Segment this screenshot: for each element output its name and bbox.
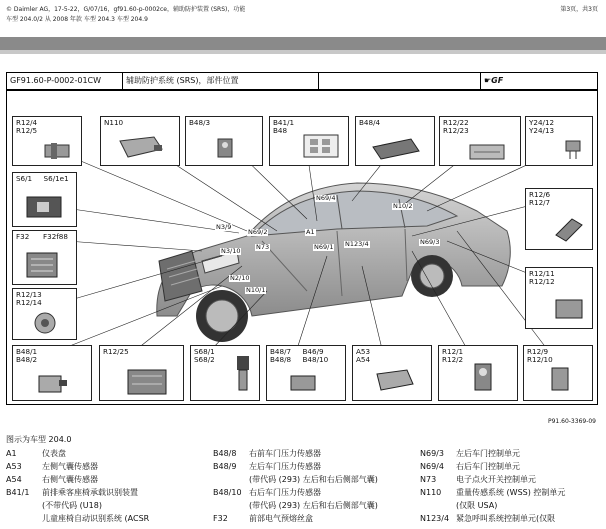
legend-heading: 图示为车型 204.0 — [6, 435, 72, 444]
legend-item: B41/1 前排乘客座椅承载识别装置 — [6, 488, 138, 497]
doc-code: GF91.60-P-0002-01CW — [7, 73, 123, 89]
component-f32: F32 F32f88 — [12, 230, 77, 285]
page-number: 第3页，共3页 — [560, 6, 598, 13]
legend-item: N69/3 左后车门控制单元 — [420, 449, 520, 458]
side-crash-sensor-icon — [373, 368, 417, 396]
component-b48-3: B48/3 — [185, 116, 263, 166]
seatbelt-tensioner-icon — [43, 141, 73, 161]
side-airbag-icon — [552, 296, 588, 324]
callout-n2-10: N2/10 — [230, 274, 250, 282]
callout-n3-10: N3/10 — [221, 247, 241, 255]
component-y24-12: Y24/12 Y24/13 — [525, 116, 593, 166]
switch-panel-icon — [25, 193, 65, 221]
legend-item: F32 前部电气预熔丝盒 — [213, 514, 313, 523]
component-n110: N110 — [100, 116, 180, 166]
callout-n10-2: N10/2 — [393, 202, 413, 210]
legend-item: A1 仪表盘 — [6, 449, 66, 458]
component-s68-1: S68/1 S68/2 — [190, 345, 260, 401]
legend-column-3 — [420, 447, 600, 525]
legend-item: 儿童座椅自动识别系统 (ACSR — [42, 514, 150, 523]
legend-item: B48/9 左后车门压力传感器 — [213, 462, 321, 471]
component-r12-11: R12/11 R12/12 — [525, 267, 593, 329]
knee-airbag-icon — [126, 366, 170, 398]
sensor-icon — [214, 135, 238, 161]
airbag-module-icon — [468, 141, 508, 163]
component-b48-7: B48/7 B46/9 B48/8 B48/10 — [266, 345, 346, 401]
component-s6-1: S6/1 S6/1e1 — [12, 172, 77, 227]
legend-item: N69/4 右后车门控制单元 — [420, 462, 520, 471]
gf-logo: ☛GF — [484, 76, 504, 85]
component-r12-9: R12/9 R12/10 — [523, 345, 593, 401]
belt-buckle-icon — [233, 354, 255, 394]
header-line-1: © Daimler AG，17-5-22，G/07/16，gf91.60-p-0002ce，辅助防护装置 (SRS)，功能 — [6, 6, 246, 13]
pressure-sensor-icon — [371, 137, 421, 161]
callout-n10-1: N10/1 — [246, 286, 266, 294]
callout-n123-4: N123/4 — [345, 240, 369, 248]
legend-item: B48/8 右前车门压力传感器 — [213, 449, 321, 458]
header-bar-shadow — [0, 50, 606, 54]
legend-column-1 — [6, 447, 206, 525]
callout-n69-4: N69/4 — [316, 194, 336, 202]
component-location-diagram — [6, 90, 598, 405]
component-b41-1: B41/1 B48 — [269, 116, 349, 166]
callout-n69-1: N69/1 — [314, 243, 334, 251]
rear-tensioner-icon — [546, 364, 576, 398]
header-line-2: 车型 204.0/2 从 2008 年款 车型 204.3 车型 204.9 — [6, 16, 148, 23]
callout-n69-2: N69/2 — [248, 228, 268, 236]
legend-item: (带代码 (293) 左后和右后侧部气囊) — [249, 475, 378, 484]
legend-item: (不带代码 (U18) — [42, 501, 102, 510]
document-title-row — [6, 72, 598, 90]
component-r12-13: R12/13 R12/14 — [12, 288, 77, 340]
component-r12-6: R12/6 R12/7 — [525, 188, 593, 250]
callout-n3-9: N3/9 — [216, 223, 232, 231]
legend-item: (仅限 USA) — [456, 501, 498, 510]
tensioner-icon — [469, 360, 499, 396]
legend-item: (带代码 (293) 左后和右后侧部气囊) — [249, 501, 378, 510]
legend-item: B48/10 右后车门压力传感器 — [213, 488, 321, 497]
legend-item: N73 电子点火开关控制单元 — [420, 475, 536, 484]
component-b48-4: B48/4 — [355, 116, 435, 166]
header-bar — [0, 37, 606, 50]
front-sensor-icon — [35, 370, 71, 398]
legend-item: A53 左侧气囊传感器 — [6, 462, 98, 471]
component-a53: A53 A54 — [352, 345, 432, 401]
steering-airbag-icon — [29, 311, 65, 337]
component-r12-25: R12/25 — [99, 345, 184, 401]
legend-item: A54 右侧气囊传感器 — [6, 475, 98, 484]
control-unit-icon — [116, 135, 166, 161]
doc-title: 辅助防护系统 (SRS)，部件位置 — [123, 73, 319, 89]
component-r12-4: R12/4 R12/5 — [12, 116, 82, 166]
door-sensor-icon — [287, 372, 323, 396]
legend-item: N123/4 紧急呼叫系统控制单元(仅限 — [420, 514, 556, 523]
component-r12-1: R12/1 R12/2 — [438, 345, 518, 401]
figure-reference: P91.60-3369-09 — [547, 418, 596, 425]
callout-n73: N73 — [256, 243, 270, 251]
legend-item: N110 重量传感系统 (WSS) 控制单元 — [420, 488, 566, 497]
fuse-box-icon — [25, 251, 65, 281]
doc-empty-cell — [319, 73, 481, 89]
callout-a1: A1 — [306, 228, 315, 236]
component-r12-22: R12/22 R12/23 — [439, 116, 521, 166]
belt-retractor-icon — [552, 215, 588, 245]
legend-column-2 — [213, 447, 413, 525]
callout-n69-3: N69/3 — [420, 238, 440, 246]
seat-mat-icon — [302, 133, 342, 161]
gf-arrow-icon: ☛ — [484, 76, 492, 85]
headrest-icon — [562, 137, 586, 161]
component-b48-1: B48/1 B48/2 — [12, 345, 92, 401]
